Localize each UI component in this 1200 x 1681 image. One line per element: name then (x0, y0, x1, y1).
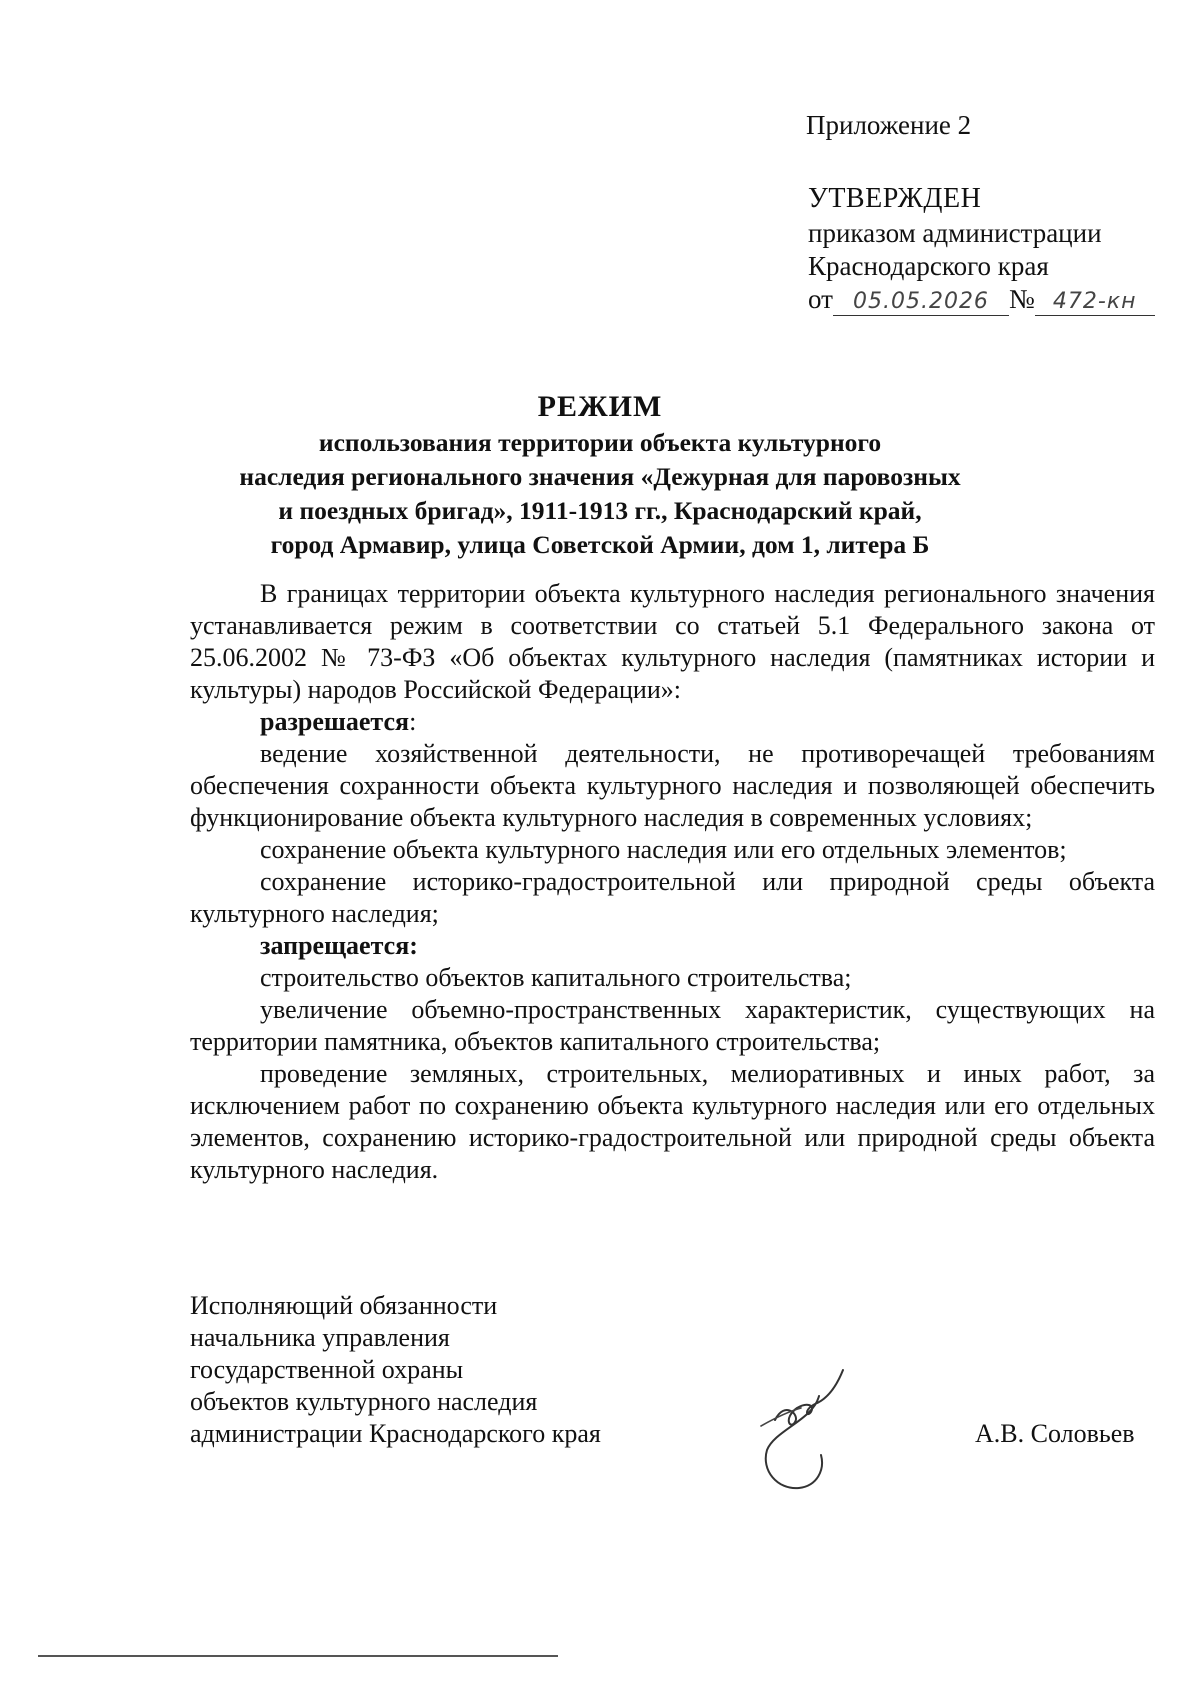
appendix-label: Приложение 2 (806, 110, 972, 140)
permitted-item: ведение хозяйственной деятельности, не противоречащей требованиям обеспечения сохранности объекта культурного наследия и позволяющей обеспечить функционирование объекта культурного наследия в современных условиях; (190, 739, 1155, 832)
signatory-name: А.В. Соловьев (975, 1419, 1135, 1448)
heading-main: РЕЖИМ (537, 390, 663, 423)
heading-line-3: и поездных бригад», 1911-1913 гг., Краснодарский край, (278, 496, 922, 525)
signatory-line-1: Исполняющий обязанности (190, 1291, 498, 1320)
signatory-line-4: объектов культурного наследия (190, 1387, 538, 1416)
signatory-line-3: государственной охраны (190, 1355, 464, 1384)
intro-paragraph: В границах территории объекта культурного наследия регионального значения устанавливается режим в соответствии со статьей 5.1 Федерального закона от 25.06.2002 № 73-ФЗ «Об объектах культурного наследия (памятниках истории и культуры) народов Российской Федерации»: (190, 579, 1155, 704)
prohibited-item: строительство объектов капитального строительства; (260, 963, 852, 992)
approval-line-2: Краснодарского края (808, 251, 1049, 281)
prohibited-heading (190, 930, 1155, 962)
heading-line-1: использования территории объекта культурного (318, 428, 882, 457)
number-prefix: № (1008, 284, 1035, 314)
handwritten-number: 472-кн (1035, 289, 1155, 316)
footer-divider (38, 1655, 558, 1657)
heading-line-4: город Армавир, улица Советской Армии, дом 1, литера Б (270, 530, 930, 559)
date-prefix: от (808, 284, 833, 314)
handwritten-date: 05.05.2026 (833, 289, 1009, 316)
permitted-label: разрешается (260, 707, 410, 736)
approval-line-1: приказом администрации (808, 218, 1102, 248)
prohibited-item: увеличение объемно-пространственных характеристик, существующих на территории памятника, объектов капитального строительства; (190, 995, 1155, 1056)
approval-block (808, 182, 1155, 316)
permitted-colon: : (409, 707, 417, 736)
approval-title: УТВЕРЖДЕН (808, 183, 982, 214)
prohibited-item: проведение земляных, строительных, мелиоративных и иных работ, за исключением работ по сохранению объекта культурного наследия или его отдельных элементов, сохранению историко-градостроительной или природной среды объекта культурного наследия. (190, 1059, 1155, 1184)
signatory-block (190, 1290, 601, 1450)
approval-date-line (808, 283, 1155, 316)
permitted-item: сохранение историко-градостроительной или природной среды объекта культурного наследия; (190, 867, 1155, 928)
signatory-line-5: администрации Краснодарского края (190, 1419, 601, 1448)
permitted-item: сохранение объекта культурного наследия или его отдельных элементов; (260, 835, 1067, 864)
prohibited-label: запрещается: (260, 931, 418, 960)
document-heading (200, 388, 1000, 562)
signatory-line-2: начальника управления (190, 1323, 450, 1352)
document-body (190, 578, 1155, 1186)
permitted-heading (190, 706, 1155, 738)
handwritten-signature (755, 1360, 865, 1500)
heading-line-2: наследия регионального значения «Дежурная для паровозных (239, 462, 961, 491)
